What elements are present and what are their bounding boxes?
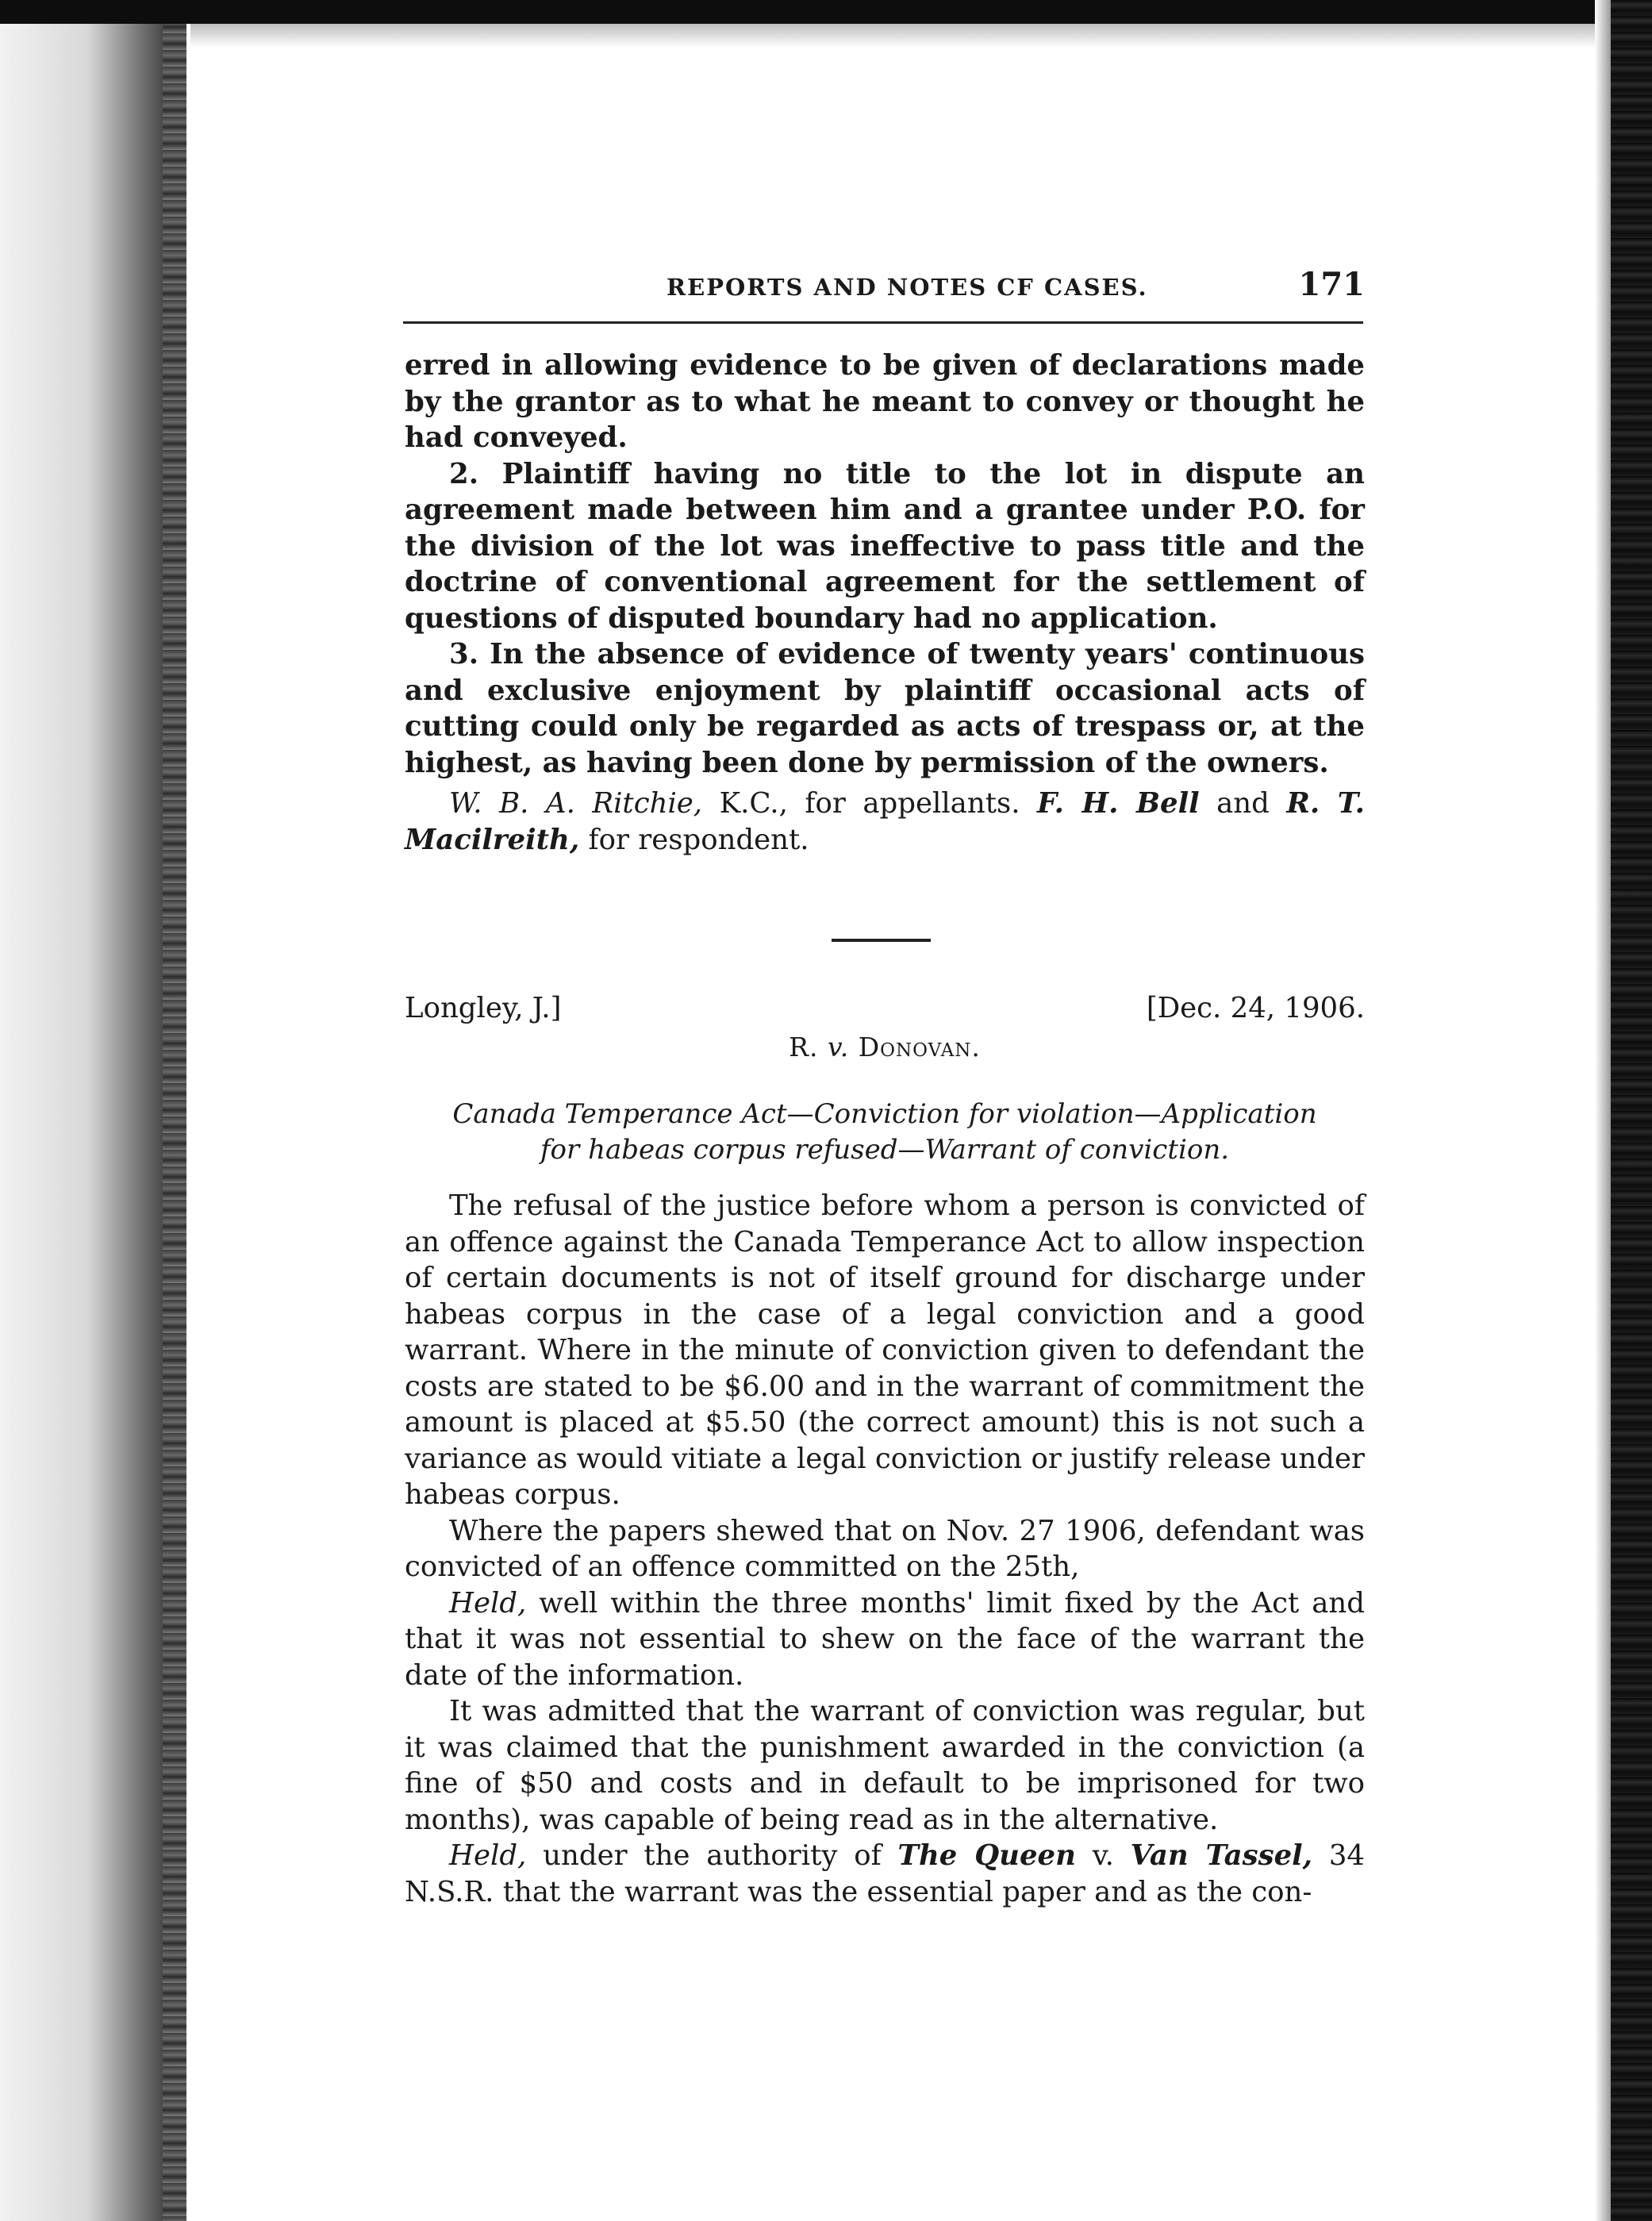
- case-header-row: [405, 992, 1365, 1032]
- held-text-2b: 34 N.S.R. that the warrant was the essential paper and as the con-: [405, 1839, 1365, 1908]
- running-head: REPORTS AND NOTES CF CASES.: [667, 274, 1148, 301]
- case-title-versus: v.: [827, 1032, 850, 1062]
- scan-right-shadow: [1595, 0, 1611, 2221]
- scan-right-border: [1611, 0, 1652, 2221]
- header-rule: [403, 321, 1363, 324]
- holding-paragraph-1: erred in allowing evidence to be given of declarations made by the grantor as to what he meant to convey or thought he had conveyed.: [405, 349, 1365, 454]
- section-divider: [832, 939, 931, 942]
- scan-top-border: [0, 0, 1652, 24]
- holding-paragraph-3: 3. In the absence of evidence of twenty years' continuous and exclusive enjoyment by plaintiff occasional acts of cutting could only be regarded as acts of trespass or, at the highest, as having been done by permission of the owners.: [405, 638, 1365, 779]
- summary-paragraph-4: It was admitted that the warrant of conviction was regular, but it was claimed that the punishment awarded in the conviction (a fine of $50 and costs and in default to be imprisoned for two months), was capable of being read as in the alternative.: [405, 1695, 1365, 1836]
- case-title-party-1: R.: [789, 1032, 819, 1062]
- held-label: Held,: [449, 1586, 527, 1620]
- decision-date: [Dec. 24, 1906.: [1146, 992, 1365, 1024]
- cited-case-party-2: Van Tassel,: [1130, 1839, 1313, 1872]
- summary-paragraph-2: Where the papers shewed that on Nov. 27 1906, defendant was convicted of an offence committed on the 25th,: [405, 1514, 1365, 1583]
- counsel-text-3: for respondent.: [579, 823, 809, 856]
- summary-paragraph-1: The refusal of the justice before whom a person is convicted of an offence against the Canada Temperance Act to allow inspection of certain documents is not of itself ground for discharge under habeas corpus in the case of a legal conviction and a good warrant. Where in the minute of conviction given to defendant the costs are stated to be $6.00 and in the warrant of commitment the amount is placed at $5.50 (the correct amount) this is not such a variance as would vitiate a legal conviction or justify release under habeas corpus.: [405, 1189, 1365, 1511]
- counsel-name-3: R. T. Macilreith,: [405, 787, 1365, 856]
- case-summary: [405, 1188, 1365, 1910]
- held-label-2: Held,: [449, 1839, 527, 1872]
- held-text: well within the three months' limit fixed by the Act and that it was not essential to shew on the face of the warrant the date of the information.: [405, 1586, 1365, 1692]
- book-spine-shadow: [0, 0, 186, 2221]
- cited-case-versus: v.: [1075, 1839, 1131, 1872]
- counsel-name-1: W. B. A. Ritchie,: [449, 787, 703, 820]
- summary-paragraph-5: [405, 1838, 1365, 1910]
- case-title: [405, 1032, 1365, 1062]
- counsel-name-2: F. H. Bell: [1036, 787, 1200, 820]
- headnote-line-2: for habeas corpus refused—Warrant of conviction.: [540, 1134, 1230, 1166]
- counsel-text-1: K.C., for appellants.: [702, 787, 1037, 820]
- judge-name: Longley, J.]: [405, 992, 562, 1024]
- cited-case-party-1: The Queen: [897, 1839, 1076, 1872]
- counsel-text-2: and: [1199, 787, 1287, 820]
- counsel-line: [405, 786, 1365, 858]
- page-number: 171: [1298, 266, 1365, 303]
- case-headnote: [405, 1097, 1365, 1168]
- holding-paragraph-2: 2. Plaintiff having no title to the lot in dispute an agreement made between him and a grantee under P.O. for the division of the lot was ineffective to pass title and the doctrine of conventional agreement for the settlement of questions of disputed boundary had no application.: [405, 457, 1365, 635]
- previous-case-text: [405, 348, 1365, 858]
- scan-top-shadow: [190, 24, 1652, 48]
- case-title-party-2: Donovan.: [858, 1032, 981, 1062]
- headnote-line-1: Canada Temperance Act—Conviction for violation—Application: [452, 1098, 1317, 1130]
- book-binding-edge: [163, 0, 186, 2221]
- page-header: [397, 266, 1365, 321]
- summary-paragraph-3: [405, 1585, 1365, 1694]
- held-text-2a: under the authority of: [526, 1839, 898, 1872]
